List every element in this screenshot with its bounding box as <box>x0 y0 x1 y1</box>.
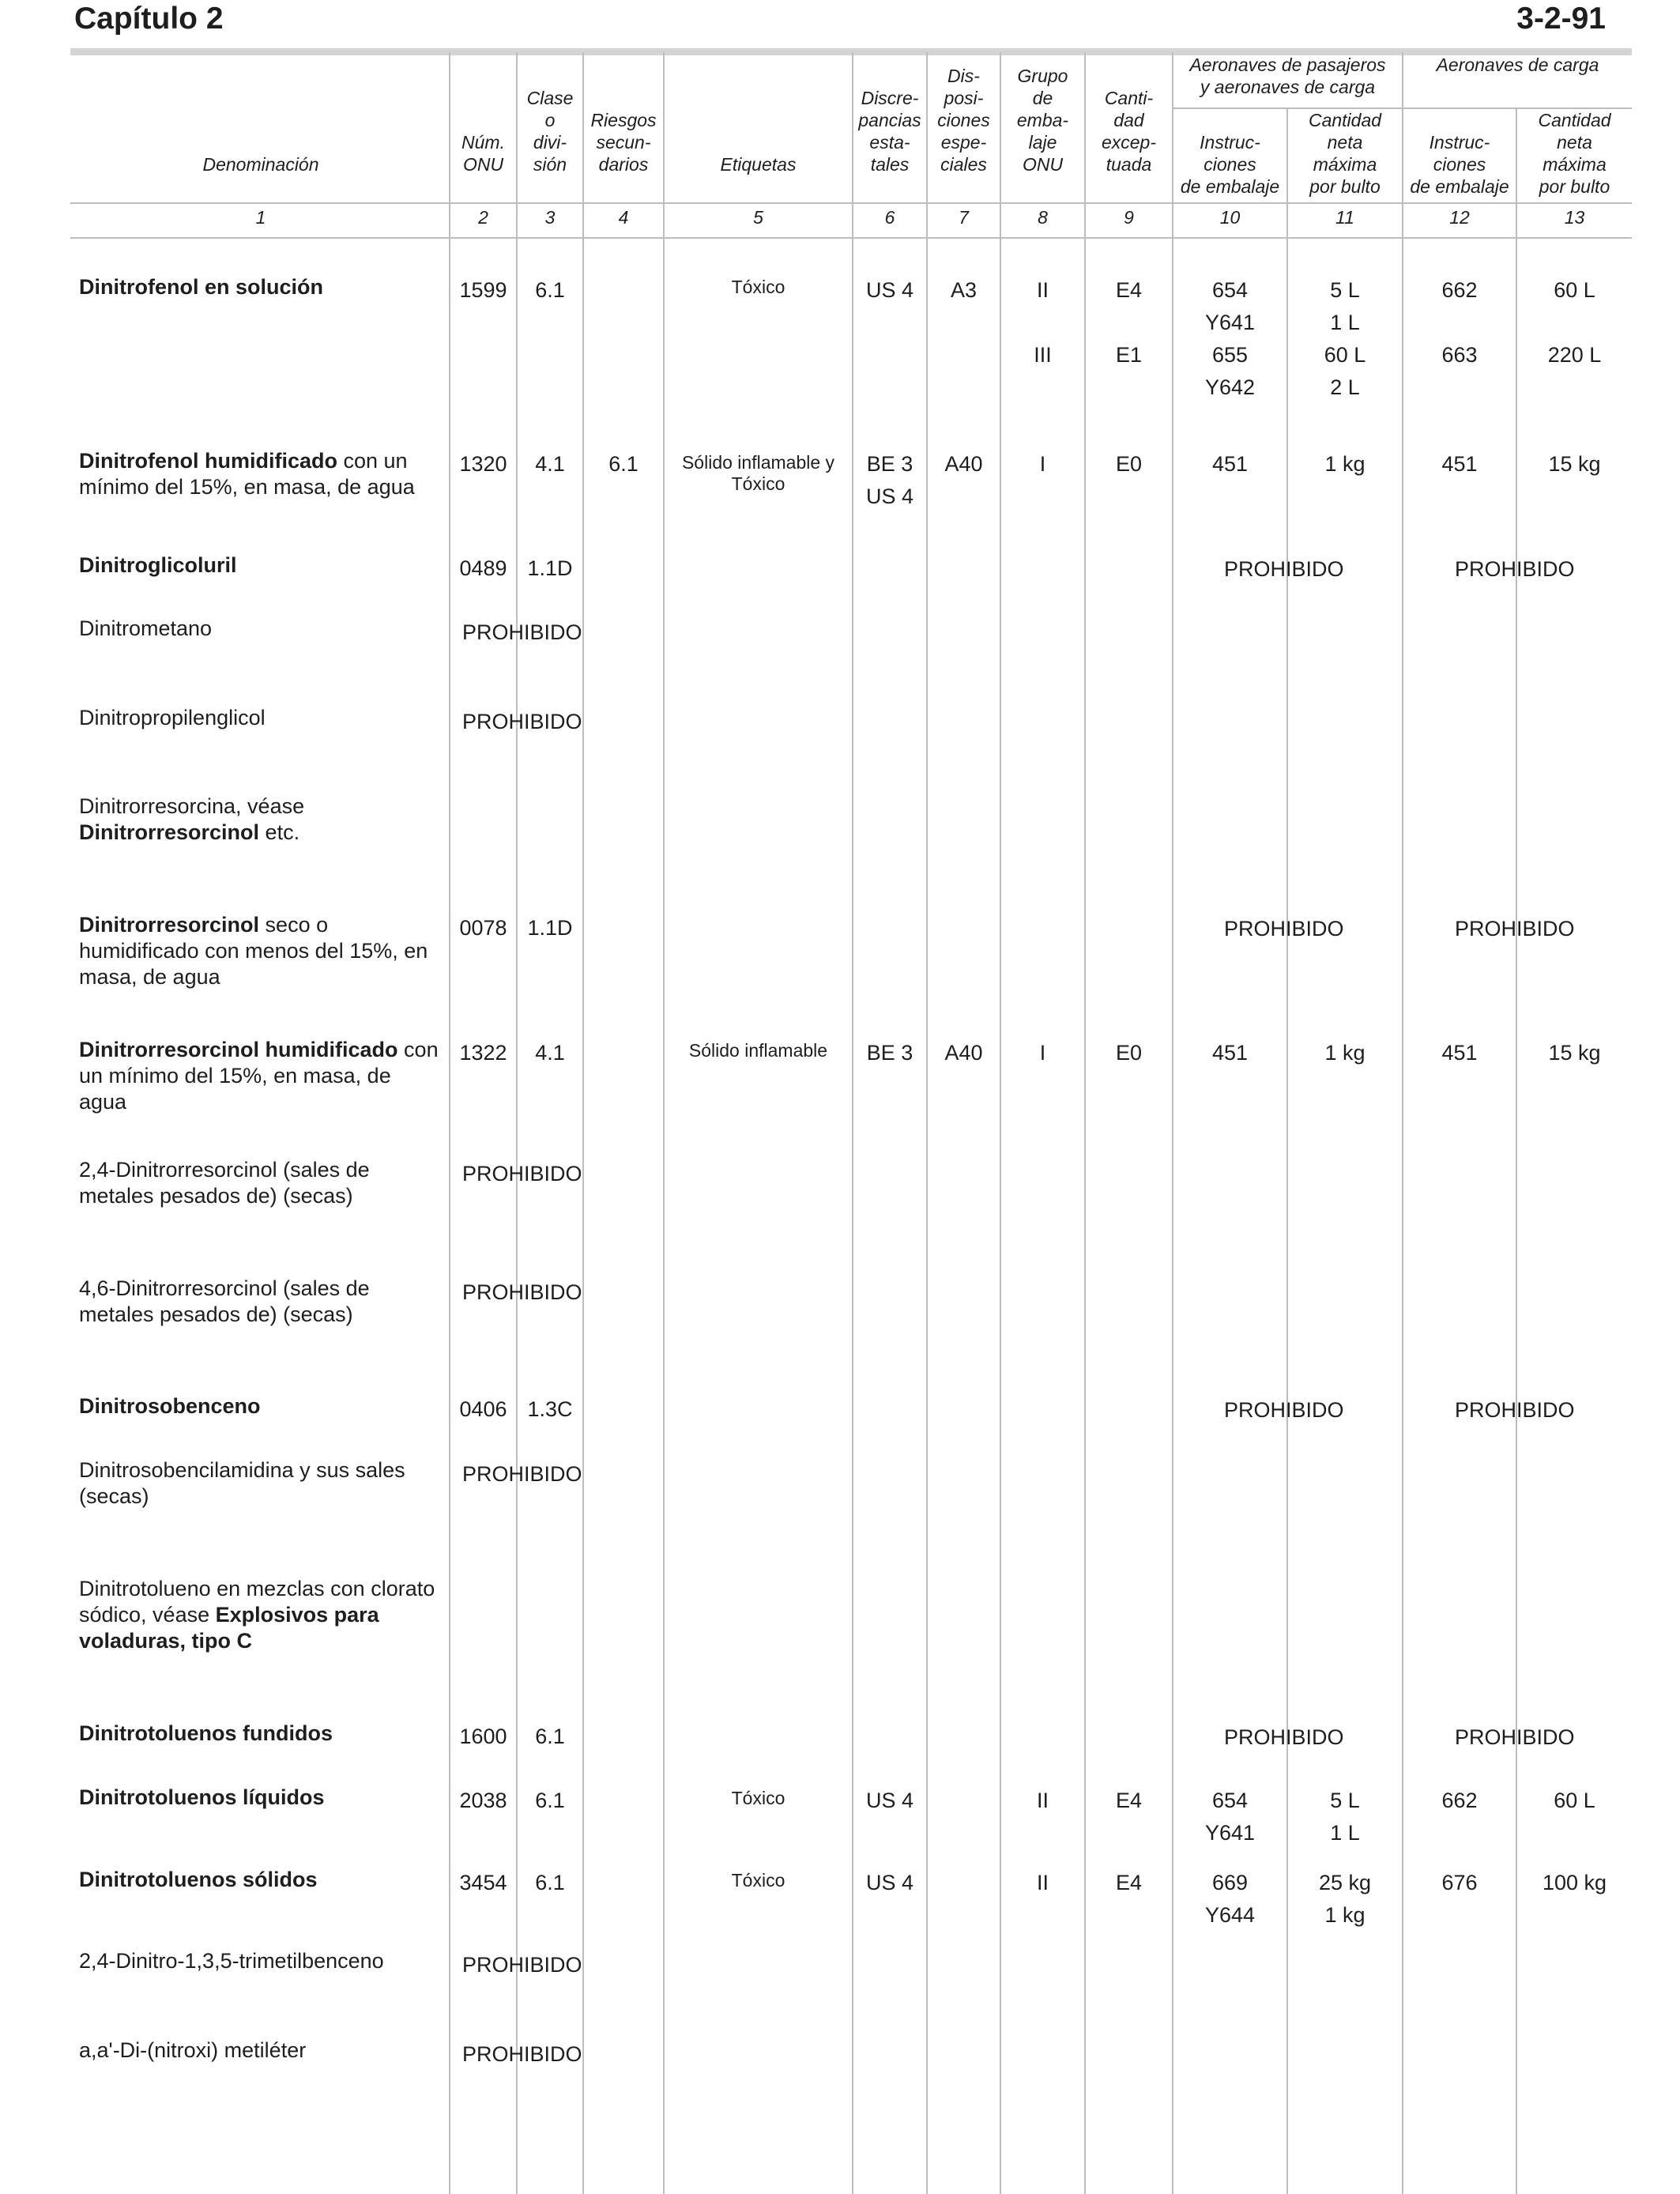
packing-group: II <box>1036 1871 1049 1894</box>
cargo-packing-instruction: 662 663 <box>1441 278 1478 367</box>
un-number: 2038 <box>459 1789 507 1812</box>
column-number: 3 <box>544 207 556 228</box>
header-discrepancias: Discre- pancias esta- tales <box>858 88 921 175</box>
passenger-packing-instruction: 669 Y644 <box>1204 1871 1256 1927</box>
column-number: 4 <box>618 207 629 228</box>
prohibited-passenger: PROHIBIDO <box>1224 1725 1344 1749</box>
table-row-name: Dinitrorresorcinol humidificado con un mínimo del 15%, en masa, de agua <box>79 1038 439 1114</box>
header-denominacion: Denominación <box>202 154 319 175</box>
excepted-quantity: E0 <box>1115 1041 1143 1065</box>
column-number: 12 <box>1449 207 1470 228</box>
un-number: 1320 <box>459 452 507 476</box>
un-number: 0078 <box>459 916 507 940</box>
class-division: 4.1 <box>535 452 565 476</box>
table-row-name: Dinitrotoluenos fundidos <box>79 1721 333 1745</box>
special-provision: A40 <box>944 452 983 476</box>
special-provision: A3 <box>950 278 977 302</box>
table-row-name: 2,4-Dinitrorresorcinol (sales de metales pesados de) (secas) <box>79 1158 370 1208</box>
column-number: 6 <box>884 207 895 228</box>
header-grupo: Grupo de emba- laje ONU <box>1016 66 1069 175</box>
table-row-name: Dinitrofenol en solución <box>79 275 323 299</box>
packing-group: I <box>1039 452 1046 476</box>
header-instr-pasajeros: Instruc- ciones de embalaje <box>1180 132 1280 197</box>
prohibited-cargo: PROHIBIDO <box>1455 917 1575 941</box>
class-division: 4.1 <box>535 1041 565 1065</box>
prohibited-all: PROHIBIDO <box>462 620 582 644</box>
prohibited-passenger: PROHIBIDO <box>1224 557 1344 581</box>
state-variation: BE 3 US 4 <box>865 452 914 508</box>
class-division: 1.1D <box>527 556 573 580</box>
cargo-packing-instruction: 451 <box>1441 1041 1478 1065</box>
passenger-max-net-quantity: 5 L 1 L 60 L 2 L <box>1324 278 1366 399</box>
passenger-max-net-quantity: 25 kg 1 kg <box>1318 1871 1372 1927</box>
un-number: 3454 <box>459 1871 507 1894</box>
cargo-max-net-quantity: 15 kg <box>1548 452 1601 476</box>
packing-group: II III <box>1034 278 1052 367</box>
passenger-packing-instruction: 654 Y641 655 Y642 <box>1204 278 1256 399</box>
passenger-packing-instruction: 451 <box>1211 452 1249 476</box>
packing-group: II <box>1036 1789 1049 1812</box>
special-provision: A40 <box>944 1041 983 1065</box>
column-number: 1 <box>255 207 266 228</box>
column-number: 5 <box>753 207 763 228</box>
header-etiquetas: Etiquetas <box>720 154 797 175</box>
table-row-name: Dinitrorresorcinol seco o humidificado con menos del 15%, en masa, de agua <box>79 913 428 989</box>
passenger-max-net-quantity: 5 L 1 L <box>1330 1789 1360 1845</box>
table-row-name: Dinitrotolueno en mezclas con clorato sódico, véase Explosivos para voladuras, tipo C <box>79 1577 435 1653</box>
prohibited-all: PROHIBIDO <box>462 710 582 733</box>
table-row-name: Dinitrosobencilamidina y sus sales (secas) <box>79 1458 405 1508</box>
table-row-name: 2,4-Dinitro-1,3,5-trimetilbenceno <box>79 1949 384 1973</box>
un-number: 0406 <box>459 1397 507 1421</box>
table-row-name: Dinitroglicoluril <box>79 553 237 577</box>
prohibited-passenger: PROHIBIDO <box>1224 1398 1344 1422</box>
col-divider <box>582 52 584 2194</box>
state-variation: US 4 <box>865 1789 914 1812</box>
table-row-name: Dinitrotoluenos líquidos <box>79 1785 325 1809</box>
prohibited-cargo: PROHIBIDO <box>1455 557 1575 581</box>
subsidiary-risk: 6.1 <box>608 452 638 476</box>
chapter-title: Capítulo 2 <box>74 2 224 36</box>
prohibited-all: PROHIBIDO <box>462 1462 582 1486</box>
class-division: 6.1 <box>535 1725 565 1748</box>
table-row-name: Dinitrometano <box>79 616 213 640</box>
header-cant-pasajeros: Cantidad neta máxima por bulto <box>1308 110 1382 197</box>
cargo-max-net-quantity: 60 L 220 L <box>1547 278 1602 367</box>
column-number: 11 <box>1335 207 1354 228</box>
un-number: 0489 <box>459 556 507 580</box>
cargo-packing-instruction: 676 <box>1441 1871 1478 1894</box>
column-number: 7 <box>959 207 969 228</box>
header-num-onu: Núm. ONU <box>461 132 505 175</box>
cargo-packing-instruction: 451 <box>1441 452 1478 476</box>
cargo-packing-instruction: 662 <box>1441 1789 1478 1812</box>
class-division: 6.1 <box>535 1871 565 1894</box>
col-divider <box>926 52 928 2194</box>
header-pasajeros-group: Aeronaves de pasajeros y aeronaves de carga <box>1189 55 1386 97</box>
header-instr-carga: Instruc- ciones de embalaje <box>1410 132 1509 197</box>
state-variation: US 4 <box>865 1871 914 1894</box>
class-division: 1.1D <box>527 916 573 940</box>
table-row-name: a,a'-Di-(nitroxi) metiléter <box>79 2038 307 2062</box>
column-number: 2 <box>478 207 488 228</box>
prohibited-passenger: PROHIBIDO <box>1224 917 1344 941</box>
column-number: 13 <box>1564 207 1585 228</box>
cargo-max-net-quantity: 100 kg <box>1542 1871 1607 1894</box>
excepted-quantity: E4 E1 <box>1115 278 1143 367</box>
label-text: Tóxico <box>731 1788 785 1808</box>
state-variation: US 4 <box>865 278 914 302</box>
label-text: Tóxico <box>731 277 785 297</box>
excepted-quantity: E4 <box>1115 1789 1143 1812</box>
header-riesgos: Riesgos secun- darios <box>590 110 657 175</box>
column-number: 9 <box>1124 207 1134 228</box>
header-cant-carga: Cantidad neta máxima por bulto <box>1538 110 1611 197</box>
cargo-max-net-quantity: 15 kg <box>1548 1041 1601 1065</box>
column-number: 10 <box>1219 207 1241 228</box>
class-division: 6.1 <box>535 278 565 302</box>
prohibited-cargo: PROHIBIDO <box>1455 1725 1575 1749</box>
column-number: 8 <box>1038 207 1048 228</box>
prohibited-all: PROHIBIDO <box>462 1162 582 1186</box>
class-division: 6.1 <box>535 1789 565 1812</box>
excepted-quantity: E0 <box>1115 452 1143 476</box>
page-number: 3-2-91 <box>1516 2 1606 36</box>
label-text: Sólido inflamable <box>688 1040 828 1061</box>
table-row-name: 4,6-Dinitrorresorcinol (sales de metales pesados de) (secas) <box>79 1276 370 1326</box>
header-carga-group: Aeronaves de carga <box>1436 55 1599 75</box>
table-row-name: Dinitrotoluenos sólidos <box>79 1868 318 1891</box>
table-row-name: Dinitrorresorcina, véase Dinitrorresorcinol etc. <box>79 794 305 844</box>
table-row-name: Dinitropropilenglicol <box>79 706 266 729</box>
passenger-max-net-quantity: 1 kg <box>1324 452 1365 476</box>
passenger-packing-instruction: 451 <box>1211 1041 1249 1065</box>
prohibited-cargo: PROHIBIDO <box>1455 1398 1575 1422</box>
header-clase: Clase o divi- sión <box>526 88 574 175</box>
table-row-name: Dinitrofenol humidificado con un mínimo del 15%, en masa, de agua <box>79 449 415 499</box>
passenger-max-net-quantity: 1 kg <box>1324 1041 1365 1065</box>
label-text: Sólido inflamable y Tóxico <box>681 452 835 494</box>
prohibited-all: PROHIBIDO <box>462 2042 582 2066</box>
header-cantidad: Canti- dad excep- tuada <box>1101 88 1157 175</box>
packing-group: I <box>1039 1041 1046 1065</box>
class-division: 1.3C <box>527 1397 573 1421</box>
un-number: 1600 <box>459 1725 507 1748</box>
passenger-packing-instruction: 654 Y641 <box>1204 1789 1256 1845</box>
header-bottom-rule <box>70 202 1632 204</box>
state-variation: BE 3 <box>866 1041 913 1065</box>
prohibited-all: PROHIBIDO <box>462 1953 582 1977</box>
table-row-name: Dinitrosobenceno <box>79 1394 261 1418</box>
header-disposiciones: Dis- posi- ciones espe- ciales <box>937 66 990 175</box>
column-numbers-rule <box>70 237 1632 239</box>
cargo-max-net-quantity: 60 L <box>1554 1789 1595 1812</box>
un-number: 1322 <box>459 1041 507 1065</box>
prohibited-all: PROHIBIDO <box>462 1280 582 1304</box>
excepted-quantity: E4 <box>1115 1871 1143 1894</box>
un-number: 1599 <box>459 278 507 302</box>
label-text: Tóxico <box>731 1870 785 1891</box>
